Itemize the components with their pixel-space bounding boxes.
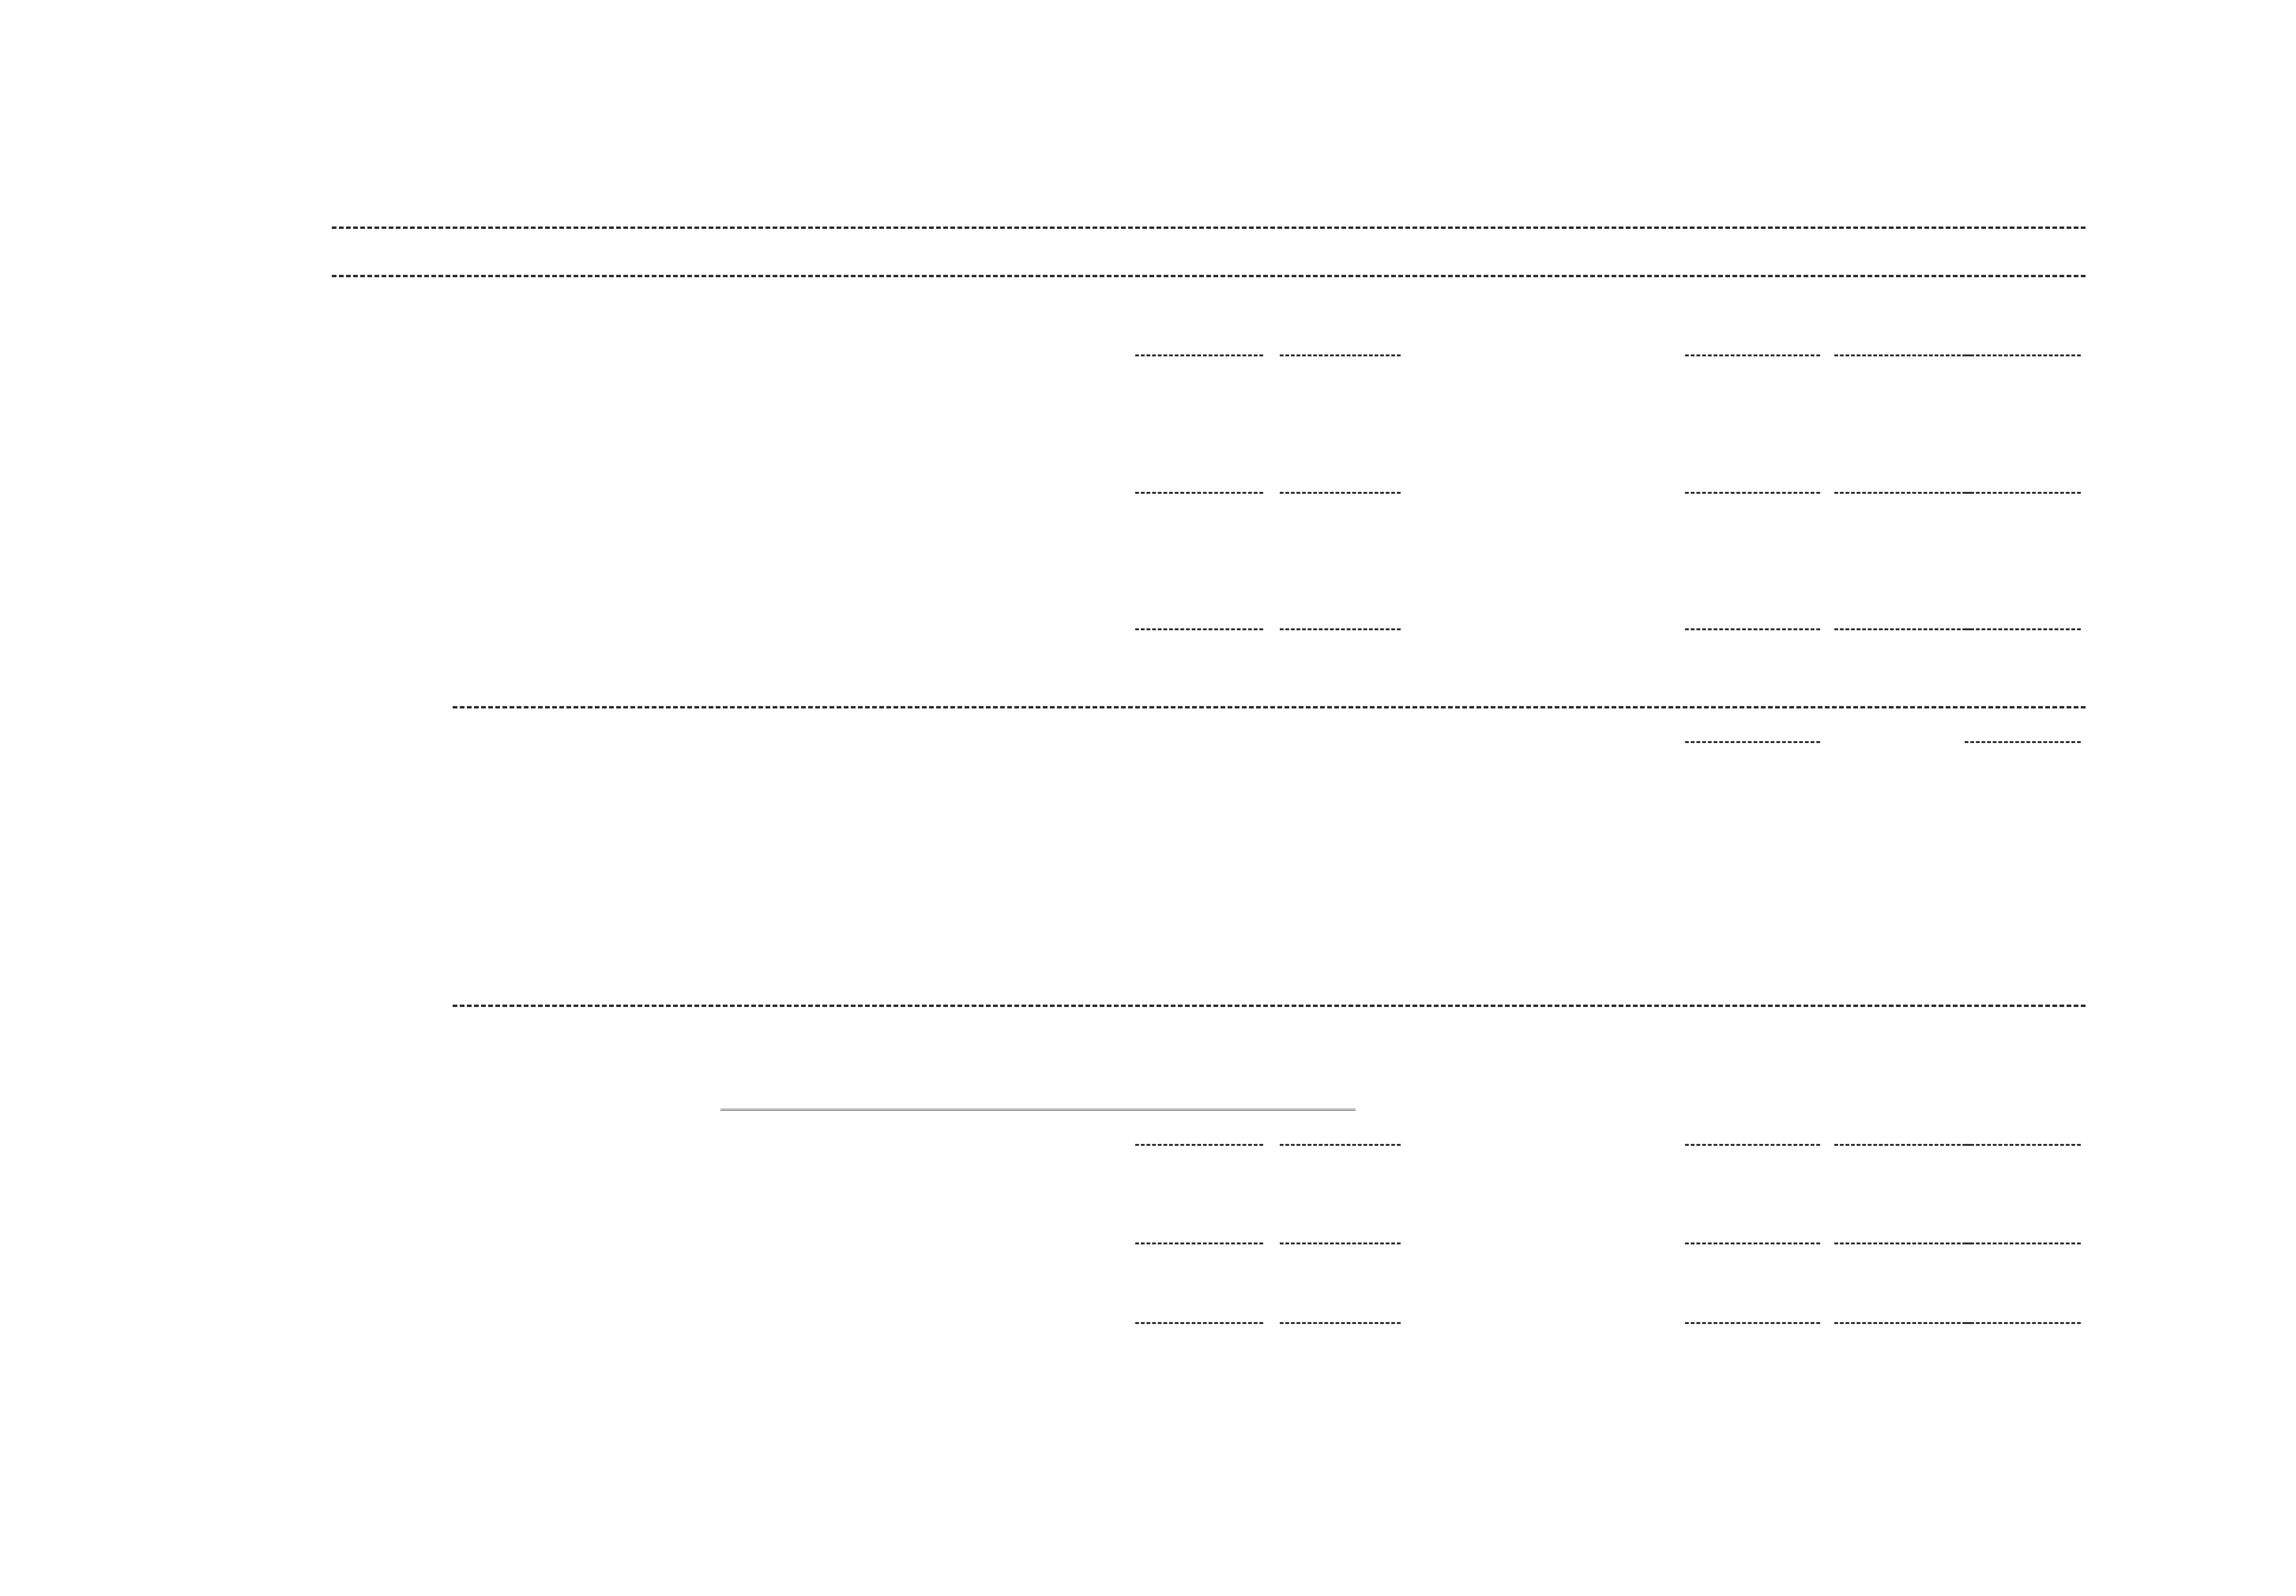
- col11-divider: [1965, 1242, 2081, 1244]
- col10-divider: [1834, 354, 1972, 356]
- col10-divider: [1834, 1144, 1972, 1146]
- col6-divider: [1280, 1322, 1401, 1324]
- section-total-rule: [453, 706, 2086, 708]
- col11-divider: [1965, 628, 2081, 630]
- col10-divider: [1834, 1322, 1972, 1324]
- col11-divider: [1965, 741, 2081, 743]
- col9-divider: [1685, 1242, 1820, 1244]
- header-bottom-rule: [332, 275, 2086, 277]
- col9-divider: [1685, 354, 1820, 356]
- col11-divider: [1965, 1144, 2081, 1146]
- col5-divider: [1135, 1242, 1263, 1244]
- col6-divider: [1280, 1242, 1401, 1244]
- col5-divider: [1135, 1322, 1263, 1324]
- col9-divider: [1685, 1144, 1820, 1146]
- col10-divider: [1834, 492, 1972, 494]
- col11-divider: [1965, 492, 2081, 494]
- col6-divider: [1280, 1144, 1401, 1146]
- col9-divider: [1685, 628, 1820, 630]
- col5-divider: [1135, 492, 1263, 494]
- col11-divider: [1965, 354, 2081, 356]
- col6-divider: [1280, 354, 1401, 356]
- col5-divider: [1135, 354, 1263, 356]
- col11-divider: [1965, 1322, 2081, 1324]
- col6-divider: [1280, 492, 1401, 494]
- col9-divider: [1685, 1322, 1820, 1324]
- col10-divider: [1834, 1242, 1972, 1244]
- col5-divider: [1135, 628, 1263, 630]
- col10-divider: [1834, 628, 1972, 630]
- section-heading-rule: [720, 1109, 1356, 1113]
- col5-divider: [1135, 1144, 1263, 1146]
- section-summary-rule: [453, 1005, 2086, 1007]
- col9-divider: [1685, 741, 1820, 743]
- header-top-rule: [332, 227, 2086, 229]
- col6-divider: [1280, 628, 1401, 630]
- col9-divider: [1685, 492, 1820, 494]
